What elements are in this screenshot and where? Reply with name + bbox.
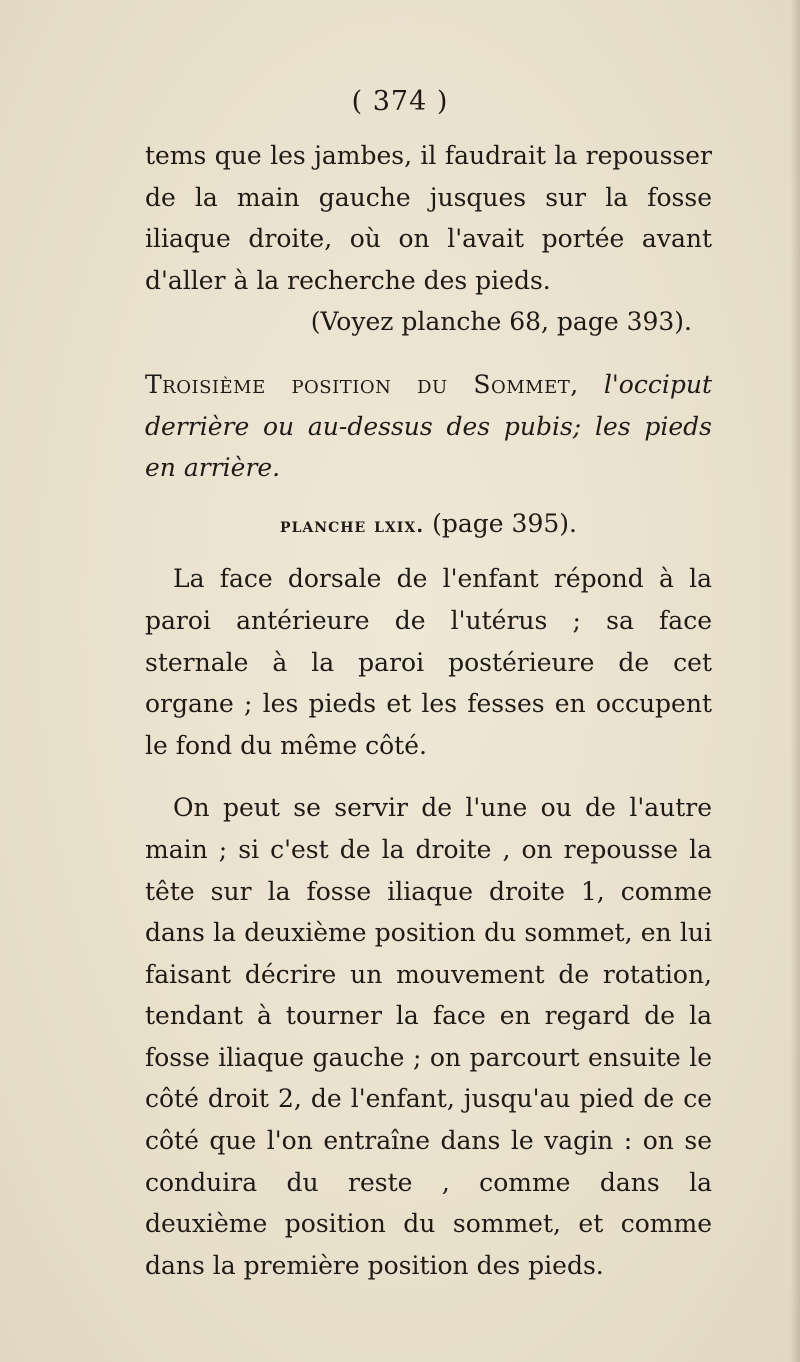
paragraph-gap bbox=[145, 766, 712, 787]
paragraph-procedure: On peut se servir de l'une ou de l'autre main ; si c'est de la droite , on repousse la tête sur la fosse iliaque droite 1, comme dans la deuxième position du sommet, en lui faisant décrire un mouvement de rotation, tendant à tourner la face en regard de la fosse iliaque gauche ; on parcourt ensuite le côté droit 2, de l'enfant, jusqu'au pied de ce côté que l'on entraîne dans le vagin : on se conduira du reste , comme dans la deuxième position du sommet, et comme dans la première position des pieds. bbox=[145, 793, 712, 1280]
page-number: ( 374 ) bbox=[351, 86, 449, 117]
heading-italic: l'occiput derrière ou au-dessus des pubis; les pieds en arrière. bbox=[145, 369, 712, 483]
continuation-paragraph: tems que les jambes, il faudrait la repousser de la main gauche jusques sur la fosse iliaque droite, où on l'avait portée avant d'aller à la recherche des pieds. bbox=[145, 141, 712, 295]
section-heading bbox=[145, 364, 712, 489]
plate-page: (page 395). bbox=[432, 508, 577, 538]
heading-smallcaps: Troisième position du Sommet, bbox=[145, 369, 579, 399]
plate-caption bbox=[145, 503, 712, 547]
paragraph-dorsal-face: La face dorsale de l'enfant répond à la paroi antérieure de l'utérus ; sa face sternale à la paroi postérieure de cet organe ; les pieds et les fesses en occupent le fond du même côté. bbox=[145, 564, 712, 760]
plate-reference: (Voyez planche 68, page 393). bbox=[310, 307, 692, 337]
plate-label: planche lxix. bbox=[280, 512, 425, 537]
text-body bbox=[145, 135, 712, 1286]
page-edge-shadow bbox=[790, 0, 800, 1362]
